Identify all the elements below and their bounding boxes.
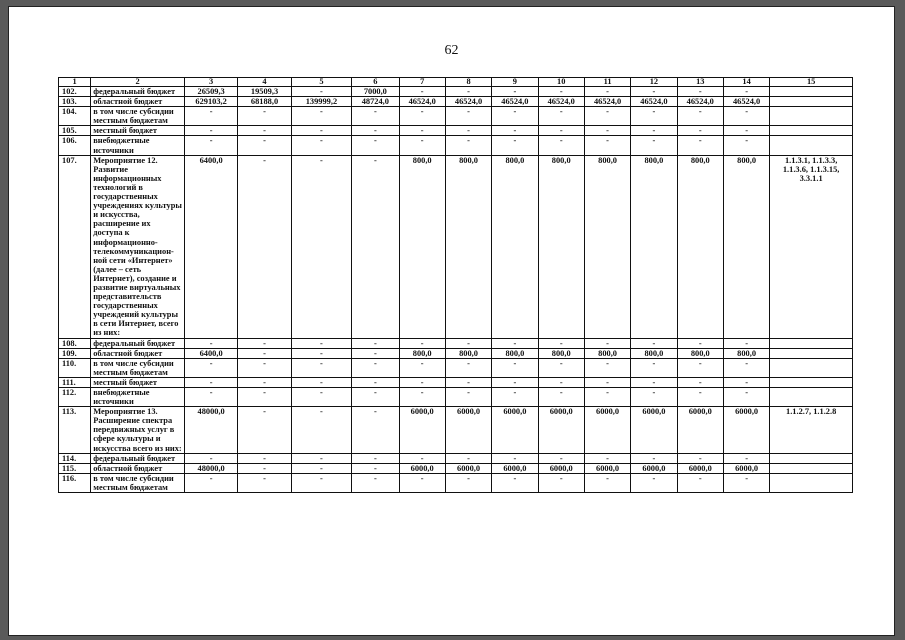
table-row <box>59 377 853 387</box>
value-cell: - <box>291 377 351 387</box>
value-cell: 800,0 <box>445 348 491 358</box>
header-cell: 11 <box>584 78 630 87</box>
document-page <box>8 6 895 636</box>
value-cell: - <box>723 377 769 387</box>
value-cell: - <box>631 473 677 492</box>
header-cell: 8 <box>445 78 491 87</box>
table-row <box>59 87 853 97</box>
header-cell: 9 <box>492 78 538 87</box>
value-cell: 6000,0 <box>538 463 584 473</box>
value-cell: 800,0 <box>723 155 769 338</box>
row-name-cell: областной бюджет <box>91 348 185 358</box>
value-cell: - <box>399 136 445 155</box>
table-row <box>59 126 853 136</box>
table-row <box>59 407 853 453</box>
value-cell: - <box>631 126 677 136</box>
value-cell: - <box>238 473 291 492</box>
value-cell: - <box>352 473 399 492</box>
value-cell: - <box>238 107 291 126</box>
reference-cell <box>770 453 853 463</box>
reference-cell <box>770 107 853 126</box>
header-cell: 5 <box>291 78 351 87</box>
value-cell: - <box>352 453 399 463</box>
value-cell: 6400,0 <box>184 348 237 358</box>
value-cell: 6000,0 <box>584 463 630 473</box>
row-number-cell: 103. <box>59 97 91 107</box>
value-cell: - <box>677 338 723 348</box>
value-cell: - <box>184 338 237 348</box>
value-cell: - <box>677 126 723 136</box>
value-cell: - <box>238 377 291 387</box>
value-cell: - <box>445 338 491 348</box>
value-cell: 629103,2 <box>184 97 237 107</box>
row-name-cell: федеральный бюджет <box>91 338 185 348</box>
row-number-cell: 113. <box>59 407 91 453</box>
row-number-cell: 106. <box>59 136 91 155</box>
value-cell: - <box>291 388 351 407</box>
value-cell: - <box>291 87 351 97</box>
reference-cell <box>770 348 853 358</box>
value-cell: 6000,0 <box>584 407 630 453</box>
value-cell: 800,0 <box>492 348 538 358</box>
value-cell: 6000,0 <box>399 463 445 473</box>
value-cell: - <box>445 377 491 387</box>
value-cell: 46524,0 <box>631 97 677 107</box>
value-cell: - <box>399 473 445 492</box>
value-cell: - <box>291 155 351 338</box>
value-cell: - <box>399 87 445 97</box>
value-cell: - <box>492 126 538 136</box>
value-cell: - <box>677 358 723 377</box>
value-cell: - <box>584 107 630 126</box>
value-cell: - <box>492 377 538 387</box>
value-cell: 6000,0 <box>723 463 769 473</box>
value-cell: - <box>291 348 351 358</box>
value-cell: - <box>492 87 538 97</box>
header-cell: 4 <box>238 78 291 87</box>
value-cell: - <box>538 473 584 492</box>
row-number-cell: 107. <box>59 155 91 338</box>
value-cell: - <box>584 388 630 407</box>
row-name-cell: в том числе субсидии местным бюджетам <box>91 358 185 377</box>
value-cell: - <box>538 107 584 126</box>
value-cell: - <box>399 126 445 136</box>
value-cell: - <box>399 453 445 463</box>
value-cell: 800,0 <box>584 348 630 358</box>
value-cell: 800,0 <box>538 155 584 338</box>
value-cell: - <box>723 338 769 348</box>
row-number-cell: 105. <box>59 126 91 136</box>
value-cell: - <box>184 107 237 126</box>
value-cell: 6000,0 <box>677 407 723 453</box>
value-cell: - <box>584 358 630 377</box>
header-cell: 15 <box>770 78 853 87</box>
table-row <box>59 136 853 155</box>
value-cell: - <box>445 126 491 136</box>
value-cell: - <box>352 407 399 453</box>
value-cell: 800,0 <box>538 348 584 358</box>
value-cell: - <box>677 87 723 97</box>
value-cell: - <box>352 463 399 473</box>
value-cell: - <box>723 136 769 155</box>
value-cell: - <box>492 388 538 407</box>
row-number-cell: 115. <box>59 463 91 473</box>
table-row <box>59 358 853 377</box>
value-cell: 46524,0 <box>492 97 538 107</box>
value-cell: - <box>291 126 351 136</box>
value-cell: - <box>291 136 351 155</box>
value-cell: - <box>723 87 769 97</box>
header-cell: 2 <box>91 78 185 87</box>
value-cell: - <box>538 377 584 387</box>
value-cell: - <box>445 87 491 97</box>
row-name-cell: внебюджетные источники <box>91 388 185 407</box>
table-row <box>59 348 853 358</box>
value-cell: - <box>352 338 399 348</box>
value-cell: - <box>291 473 351 492</box>
value-cell: - <box>538 87 584 97</box>
value-cell: - <box>584 136 630 155</box>
row-name-cell: областной бюджет <box>91 463 185 473</box>
table-row <box>59 107 853 126</box>
value-cell: - <box>538 358 584 377</box>
value-cell: - <box>445 107 491 126</box>
reference-cell <box>770 97 853 107</box>
value-cell: - <box>445 453 491 463</box>
value-cell: 19509,3 <box>238 87 291 97</box>
value-cell: - <box>238 136 291 155</box>
value-cell: - <box>238 155 291 338</box>
value-cell: - <box>291 453 351 463</box>
value-cell: - <box>631 338 677 348</box>
value-cell: 46524,0 <box>723 97 769 107</box>
value-cell: 46524,0 <box>584 97 630 107</box>
reference-cell <box>770 388 853 407</box>
value-cell: - <box>184 126 237 136</box>
value-cell: - <box>631 87 677 97</box>
value-cell: 6000,0 <box>631 463 677 473</box>
reference-cell <box>770 358 853 377</box>
value-cell: - <box>677 136 723 155</box>
value-cell: - <box>184 388 237 407</box>
budget-table <box>58 77 853 493</box>
value-cell: - <box>399 107 445 126</box>
value-cell: 6000,0 <box>631 407 677 453</box>
value-cell: - <box>538 136 584 155</box>
value-cell: 48724,0 <box>352 97 399 107</box>
header-cell: 7 <box>399 78 445 87</box>
value-cell: 6400,0 <box>184 155 237 338</box>
value-cell: - <box>723 388 769 407</box>
value-cell: 800,0 <box>723 348 769 358</box>
value-cell: - <box>352 136 399 155</box>
row-number-cell: 116. <box>59 473 91 492</box>
value-cell: 800,0 <box>677 155 723 338</box>
value-cell: - <box>352 107 399 126</box>
value-cell: - <box>723 126 769 136</box>
value-cell: - <box>184 377 237 387</box>
value-cell: - <box>291 338 351 348</box>
row-name-cell: в том числе субсидии местным бюджетам <box>91 107 185 126</box>
value-cell: - <box>238 338 291 348</box>
header-cell: 1 <box>59 78 91 87</box>
value-cell: 46524,0 <box>399 97 445 107</box>
value-cell: - <box>538 453 584 463</box>
value-cell: 48000,0 <box>184 463 237 473</box>
reference-cell: 1.1.2.7, 1.1.2.8 <box>770 407 853 453</box>
value-cell: - <box>677 453 723 463</box>
header-cell: 14 <box>723 78 769 87</box>
row-name-cell: федеральный бюджет <box>91 453 185 463</box>
row-number-cell: 109. <box>59 348 91 358</box>
value-cell: - <box>184 453 237 463</box>
value-cell: - <box>492 338 538 348</box>
value-cell: - <box>352 388 399 407</box>
value-cell: - <box>723 358 769 377</box>
value-cell: - <box>631 358 677 377</box>
row-number-cell: 112. <box>59 388 91 407</box>
value-cell: - <box>184 136 237 155</box>
table-row <box>59 155 853 338</box>
row-name-cell: в том числе субсидии местным бюджетам <box>91 473 185 492</box>
value-cell: - <box>631 136 677 155</box>
value-cell: 800,0 <box>677 348 723 358</box>
value-cell: 46524,0 <box>538 97 584 107</box>
value-cell: 800,0 <box>445 155 491 338</box>
value-cell: - <box>492 136 538 155</box>
row-number-cell: 104. <box>59 107 91 126</box>
row-number-cell: 114. <box>59 453 91 463</box>
value-cell: - <box>352 126 399 136</box>
value-cell: - <box>445 473 491 492</box>
row-name-cell: Мероприятие 12. Развитие информационных технологий в государственных учреждениях культуры и искусства, расширение их доступа к информационно-телекоммуникацион-ной сети «Интернет» (далее – сеть Интернет), создание и развитие виртуальных представительств государственных учреждений культуры в сети Интернет, всего из них: <box>91 155 185 338</box>
row-name-cell: федеральный бюджет <box>91 87 185 97</box>
row-name-cell: Мероприятие 13. Расширение спектра передвижных услуг в сфере культуры и искусства всего из них: <box>91 407 185 453</box>
value-cell: - <box>538 126 584 136</box>
header-cell: 10 <box>538 78 584 87</box>
value-cell: - <box>352 358 399 377</box>
row-number-cell: 110. <box>59 358 91 377</box>
value-cell: - <box>677 473 723 492</box>
value-cell: - <box>445 358 491 377</box>
value-cell: - <box>238 358 291 377</box>
value-cell: 48000,0 <box>184 407 237 453</box>
header-cell: 3 <box>184 78 237 87</box>
value-cell: - <box>238 126 291 136</box>
reference-cell: 1.1.3.1, 1.1.3.3, 1.1.3.6, 1.1.3.15, 3.3.1.1 <box>770 155 853 338</box>
value-cell: - <box>492 358 538 377</box>
header-row <box>59 78 853 87</box>
value-cell: - <box>677 377 723 387</box>
row-name-cell: внебюджетные источники <box>91 136 185 155</box>
value-cell: - <box>445 136 491 155</box>
value-cell: 6000,0 <box>492 407 538 453</box>
value-cell: 6000,0 <box>723 407 769 453</box>
value-cell: - <box>492 107 538 126</box>
value-cell: 800,0 <box>492 155 538 338</box>
value-cell: - <box>291 107 351 126</box>
value-cell: 46524,0 <box>445 97 491 107</box>
value-cell: - <box>445 388 491 407</box>
value-cell: 6000,0 <box>538 407 584 453</box>
value-cell: - <box>352 155 399 338</box>
value-cell: - <box>584 377 630 387</box>
reference-cell <box>770 136 853 155</box>
value-cell: - <box>677 107 723 126</box>
value-cell: - <box>184 473 237 492</box>
value-cell: - <box>291 407 351 453</box>
reference-cell <box>770 126 853 136</box>
value-cell: - <box>584 473 630 492</box>
value-cell: 800,0 <box>631 155 677 338</box>
value-cell: - <box>399 377 445 387</box>
row-number-cell: 108. <box>59 338 91 348</box>
header-cell: 6 <box>352 78 399 87</box>
value-cell: - <box>723 107 769 126</box>
header-cell: 13 <box>677 78 723 87</box>
value-cell: 26509,3 <box>184 87 237 97</box>
value-cell: - <box>238 407 291 453</box>
value-cell: - <box>723 473 769 492</box>
value-cell: 800,0 <box>631 348 677 358</box>
value-cell: - <box>352 348 399 358</box>
table-row <box>59 97 853 107</box>
row-name-cell: областной бюджет <box>91 97 185 107</box>
value-cell: 7000,0 <box>352 87 399 97</box>
reference-cell <box>770 473 853 492</box>
value-cell: - <box>238 348 291 358</box>
value-cell: 139999,2 <box>291 97 351 107</box>
value-cell: - <box>399 358 445 377</box>
value-cell: 6000,0 <box>445 407 491 453</box>
value-cell: - <box>492 453 538 463</box>
value-cell: - <box>184 358 237 377</box>
value-cell: 6000,0 <box>399 407 445 453</box>
value-cell: - <box>584 126 630 136</box>
value-cell: - <box>631 377 677 387</box>
table-row <box>59 453 853 463</box>
value-cell: - <box>291 463 351 473</box>
table-row <box>59 338 853 348</box>
value-cell: - <box>584 453 630 463</box>
reference-cell <box>770 463 853 473</box>
row-name-cell: местный бюджет <box>91 377 185 387</box>
value-cell: - <box>238 388 291 407</box>
reference-cell <box>770 87 853 97</box>
value-cell: 6000,0 <box>445 463 491 473</box>
page-number: 62 <box>444 43 459 58</box>
value-cell: - <box>538 338 584 348</box>
value-cell: - <box>492 473 538 492</box>
value-cell: - <box>291 358 351 377</box>
value-cell: - <box>584 87 630 97</box>
value-cell: - <box>538 388 584 407</box>
value-cell: - <box>399 388 445 407</box>
value-cell: - <box>399 338 445 348</box>
value-cell: - <box>238 463 291 473</box>
value-cell: - <box>631 388 677 407</box>
value-cell: 800,0 <box>399 348 445 358</box>
table-row <box>59 388 853 407</box>
reference-cell <box>770 377 853 387</box>
table-row <box>59 463 853 473</box>
value-cell: - <box>631 453 677 463</box>
value-cell: - <box>584 338 630 348</box>
value-cell: - <box>631 107 677 126</box>
table-row <box>59 473 853 492</box>
value-cell: - <box>677 388 723 407</box>
row-name-cell: местный бюджет <box>91 126 185 136</box>
row-number-cell: 111. <box>59 377 91 387</box>
value-cell: 68188,0 <box>238 97 291 107</box>
value-cell: 46524,0 <box>677 97 723 107</box>
header-cell: 12 <box>631 78 677 87</box>
row-number-cell: 102. <box>59 87 91 97</box>
value-cell: 6000,0 <box>492 463 538 473</box>
value-cell: - <box>352 377 399 387</box>
value-cell: - <box>238 453 291 463</box>
value-cell: 6000,0 <box>677 463 723 473</box>
value-cell: 800,0 <box>584 155 630 338</box>
value-cell: 800,0 <box>399 155 445 338</box>
value-cell: - <box>723 453 769 463</box>
reference-cell <box>770 338 853 348</box>
